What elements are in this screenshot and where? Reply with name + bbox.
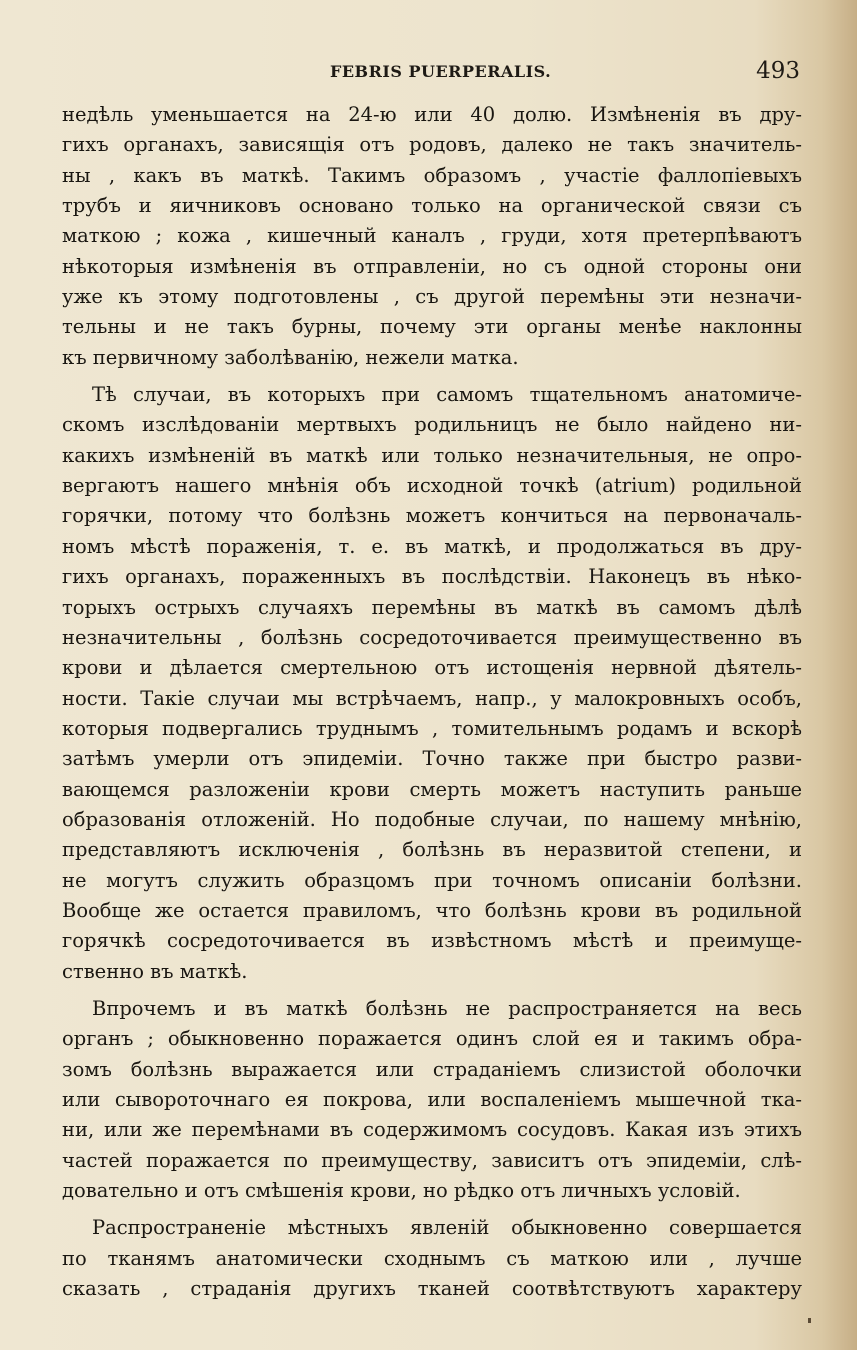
text-line: не могутъ служить образцомъ при точномъ описаніи болѣзни.	[62, 868, 802, 892]
text-line: Тѣ случаи, въ которыхъ при самомъ тщательномъ анатомиче-	[92, 383, 802, 407]
text-line: недѣль уменьшается на 24-ю или 40 долю. Измѣненія въ дру-	[62, 103, 802, 126]
text-line: затѣмъ умерли отъ эпидеміи. Точно также при быстро разви-	[62, 747, 802, 771]
text-line: скомъ изслѣдованіи мертвыхъ родильницъ не было найдено ни-	[62, 413, 802, 437]
text-line: или сывороточнаго ея покрова, или воспаленіемъ мышечной тка-	[62, 1088, 802, 1111]
text-line: къ первичному заболѣванію, нежели матка.	[62, 345, 519, 369]
text-line: ственно въ маткѣ.	[62, 959, 248, 983]
body-text	[62, 100, 802, 1304]
paragraph	[62, 994, 802, 1206]
text-line: сказать , страданія другихъ тканей соотвѣтствуютъ характеру	[62, 1277, 802, 1301]
text-line: ны , какъ въ маткѣ. Такимъ образомъ , участіе фаллопіевыхъ	[62, 163, 802, 187]
page-number: 493	[756, 58, 800, 84]
page-header	[62, 58, 802, 88]
text-line: вающемся разложеніи крови смерть можетъ наступить раньше	[62, 777, 802, 801]
text-line: номъ мѣстѣ пораженія, т. е. въ маткѣ, и продолжаться въ дру-	[62, 534, 802, 558]
text-line: по тканямъ анатомически сходнымъ съ маткою или , лучше	[62, 1246, 802, 1270]
text-line: торыхъ острыхъ случаяхъ перемѣны въ маткѣ въ самомъ дѣлѣ	[62, 595, 802, 619]
text-line: нѣкоторыя измѣненія въ отправленіи, но съ одной стороны они	[62, 254, 802, 278]
text-line: незначительны , болѣзнь сосредоточивается преимущественно въ	[62, 625, 802, 649]
ink-speck	[808, 1318, 811, 1323]
text-line: образованія отложеній. Но подобные случаи, по нашему мнѣнію,	[62, 807, 802, 831]
text-line: горячки, потому что болѣзнь можетъ кончиться на первоначаль-	[62, 504, 802, 528]
paragraph	[62, 380, 802, 987]
text-line: Вообще же остается правиломъ, что болѣзнь крови въ родильной	[62, 898, 802, 922]
text-line: тельны и не такъ бурны, почему эти органы менѣе наклонны	[62, 315, 802, 339]
text-line: горячкѣ сосредоточивается въ извѣстномъ мѣстѣ и преимуще-	[62, 929, 802, 953]
text-line: уже къ этому подготовлены , съ другой перемѣны эти незначи-	[62, 285, 802, 309]
text-line: какихъ измѣненій въ маткѣ или только незначительныя, не опро-	[62, 443, 802, 467]
text-line: представляютъ исключенія , болѣзнь въ неразвитой степени, и	[62, 838, 802, 862]
text-line: крови и дѣлается смертельною отъ истощенія нервной дѣятель-	[62, 656, 802, 680]
text-line: довательно и отъ смѣшенія крови, но рѣдко отъ личныхъ условій.	[62, 1179, 741, 1203]
text-line: гихъ органахъ, зависящія отъ родовъ, далеко не такъ значитель-	[62, 133, 802, 157]
text-line: ни, или же перемѣнами въ содержимомъ сосудовъ. Какая изъ этихъ	[62, 1118, 802, 1142]
text-line: зомъ болѣзнь выражается или страданіемъ слизистой оболочки	[62, 1057, 802, 1081]
text-line: Распространеніе мѣстныхъ явленій обыкновенно совершается	[92, 1216, 802, 1240]
text-line: частей поражается по преимуществу, зависитъ отъ эпидеміи, слѣ-	[62, 1148, 802, 1172]
running-title: FEBRIS PUERPERALIS.	[330, 62, 552, 81]
text-line: органъ ; обыкновенно поражается одинъ слой ея и такимъ обра-	[62, 1027, 802, 1051]
paragraph	[62, 1213, 802, 1304]
text-line: гихъ органахъ, пораженныхъ въ послѣдствіи. Наконецъ въ нѣко-	[62, 565, 802, 589]
paragraph	[62, 100, 802, 373]
text-line: которыя подвергались труднымъ , томительнымъ родамъ и вскорѣ	[62, 716, 802, 740]
text-line: Впрочемъ и въ маткѣ болѣзнь не распространяется на весь	[92, 996, 802, 1020]
text-line: ности. Такіе случаи мы встрѣчаемъ, напр., у малокровныхъ особъ,	[62, 686, 802, 710]
text-line: маткою ; кожа , кишечный каналъ , груди, хотя претерпѣваютъ	[62, 224, 802, 248]
text-line: вергаютъ нашего мнѣнія объ исходной точкѣ (atrium) родильной	[62, 474, 802, 498]
text-line: трубъ и яичниковъ основано только на органической связи съ	[62, 194, 802, 218]
